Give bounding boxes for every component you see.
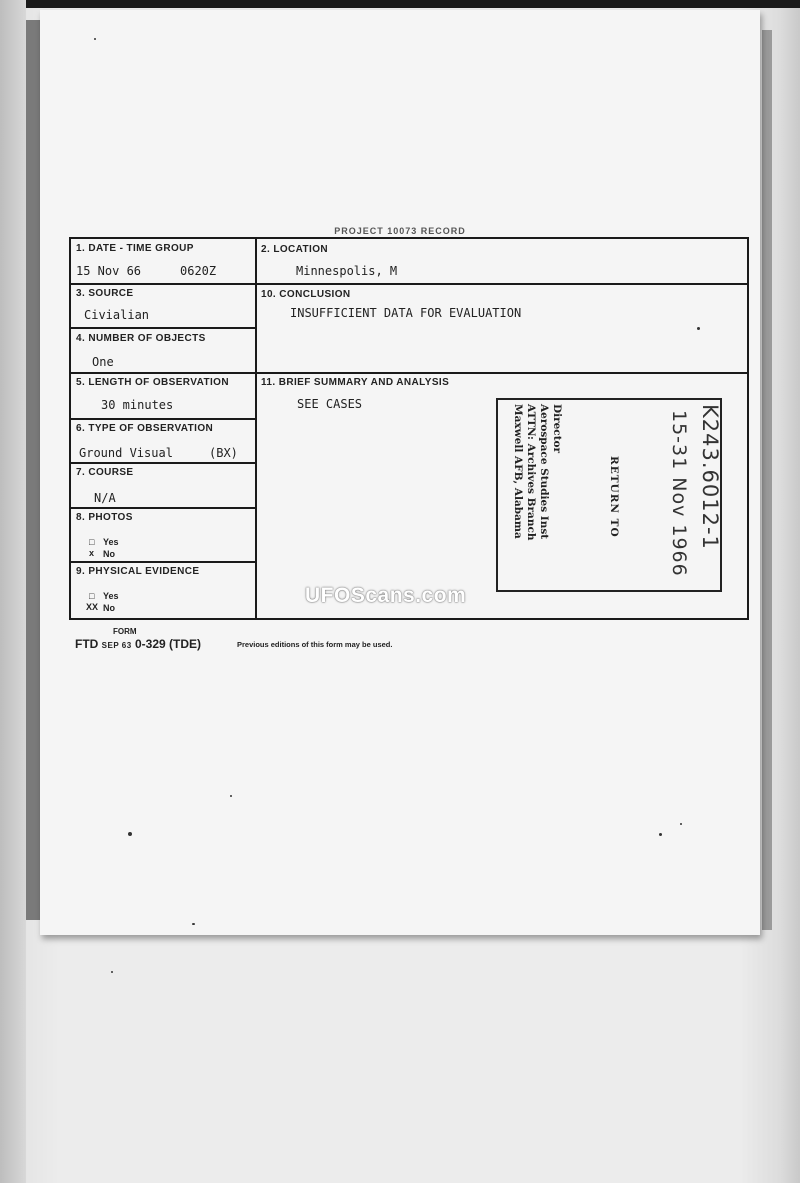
brief-summary-value: SEE CASES [297, 397, 363, 411]
scan-speck [659, 833, 662, 836]
stamp-return-to: RETURN TO [608, 456, 620, 538]
handwritten-reference-number: K243.6012-1 [698, 404, 722, 550]
stamp-border-top [496, 398, 722, 400]
scan-speck [230, 795, 232, 797]
row-divider [70, 327, 256, 329]
photos-no-label: No [103, 549, 115, 559]
conclusion-value: INSUFFICIENT DATA FOR EVALUATION [290, 306, 522, 320]
footer-sep: SEP 63 [101, 641, 132, 650]
date-value: 15 Nov 66 [76, 264, 142, 278]
footer-note: Previous editions of this form may be used. [237, 640, 393, 649]
type-of-observation-label: 6. TYPE OF OBSERVATION [76, 423, 214, 434]
footer-form-number: 0-329 (TDE) [135, 637, 202, 651]
row-divider [70, 561, 256, 563]
length-of-observation-value: 30 minutes [101, 398, 174, 412]
scan-speck [697, 327, 700, 330]
type-of-observation-value: Ground Visual [79, 446, 173, 460]
handwritten-date-range: 15-31 Nov 1966 [668, 410, 690, 577]
scan-left-edge [0, 0, 26, 1183]
photos-yes-label: Yes [103, 537, 119, 547]
stamp-address-line: Director [551, 404, 563, 454]
location-value: Minnespolis, M [296, 264, 398, 278]
stamp-border-bottom [496, 590, 722, 592]
number-of-objects-label: 4. NUMBER OF OBJECTS [76, 333, 206, 344]
physical-evidence-no-mark: XX [86, 602, 99, 612]
source-value: Civialian [84, 308, 150, 322]
scan-speck [128, 832, 132, 836]
date-time-label: 1. DATE - TIME GROUP [76, 243, 194, 254]
length-of-observation-label: 5. LENGTH OF OBSERVATION [76, 377, 229, 388]
stamp-border-left [496, 398, 498, 592]
number-of-objects-value: One [92, 355, 114, 369]
row-divider [70, 507, 256, 509]
location-label: 2. LOCATION [261, 244, 328, 255]
course-value: N/A [94, 491, 116, 505]
footer-form-word: FORM [113, 627, 137, 636]
row-divider [70, 283, 748, 285]
scan-top-edge [0, 0, 800, 8]
stamp-address-line: Maxwell AFB, Alabama [512, 404, 524, 539]
scan-speck [94, 38, 96, 40]
scan-speck [111, 971, 113, 973]
physical-evidence-yes-checkbox: □ [89, 591, 95, 601]
scan-speck [680, 823, 682, 825]
watermark: UFOScans.com [305, 584, 467, 607]
stamp-address-line: ATTN: Archives Branch [525, 404, 537, 541]
footer-form-id [75, 637, 201, 651]
conclusion-label: 10. CONCLUSION [261, 289, 351, 300]
row-divider [70, 372, 748, 374]
sheet-shadow-right [762, 30, 772, 930]
time-value: 0620Z [180, 264, 217, 278]
row-divider [70, 462, 256, 464]
stamp-address-line: Aerospace Studies Inst [538, 404, 550, 540]
physical-evidence-label: 9. PHYSICAL EVIDENCE [76, 566, 200, 577]
row-divider [70, 418, 256, 420]
physical-evidence-no-label: No [103, 603, 115, 613]
photos-no-mark: х [89, 548, 95, 558]
photos-yes-checkbox: □ [89, 537, 95, 547]
brief-summary-label: 11. BRIEF SUMMARY AND ANALYSIS [261, 377, 450, 388]
course-label: 7. COURSE [76, 467, 134, 478]
footer-ftd: FTD [75, 637, 99, 651]
scan-speck [192, 923, 195, 925]
form-header: PROJECT 10073 RECORD [334, 226, 466, 235]
photos-label: 8. PHOTOS [76, 512, 133, 523]
physical-evidence-yes-label: Yes [103, 591, 119, 601]
type-of-observation-code: (BX) [209, 446, 238, 460]
source-label: 3. SOURCE [76, 288, 134, 299]
